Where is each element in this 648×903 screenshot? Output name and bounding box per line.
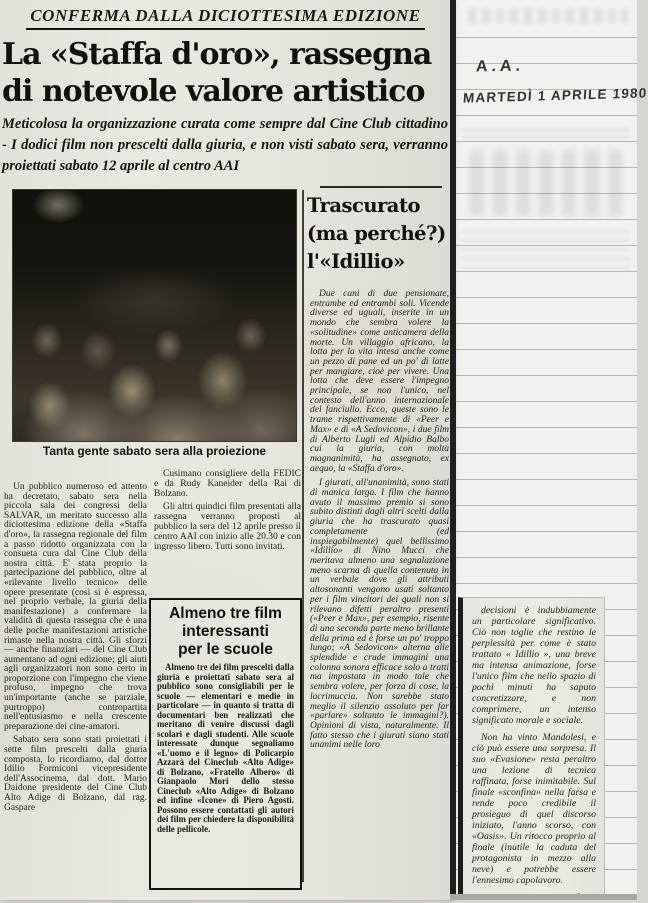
deck: Meticolosa la organizzazione curata come sempre dal Cine Club cittadino - I dodici film non prescelti dalla giuria, e non visti sabato sera, verranno proiettati sabato 12 aprile al centro AAI — [2, 116, 448, 174]
headline — [2, 36, 451, 110]
sidebar-body — [310, 290, 449, 900]
sidebar-title-line-3: l'«Idillio» — [307, 250, 405, 273]
col4-body — [472, 605, 596, 903]
pasted-column-piece — [458, 597, 605, 897]
box-title-line-1: Almeno tre film — [169, 605, 282, 622]
col2-paragraph-1: Cusimano consigliere della FEDIC e da Rudy Kaneider della Rai di Bolzano. — [154, 469, 301, 499]
box-title-line-3: per le scuole — [178, 641, 273, 658]
boxed-article-schools — [149, 598, 302, 890]
photo-caption: Tanta gente sabato sera alla proiezione — [42, 444, 267, 458]
ghost-showthrough-text-2 — [462, 230, 630, 276]
headline-line-2: di notevole valore artistico — [2, 74, 425, 109]
main-column-1 — [4, 483, 147, 898]
clipping-edge-line — [450, 0, 456, 897]
sidebar-paragraph-2: I giurati, all'unanimità, sono stati di manica larga. I film che hanno avuto il massimo premio si sono subito distinti dagli altri scelti dalla giuria che ha trascurato quasi completamente (ed inspiegabilmente) quel bellissimo «Idillio» di Nino Mucci che meritava almeno una segnalazione meno scarna di quella contenuta in un verbale dove gli attributi altosonanti vengono usati soltanto per i film vincitori dei quali non si rilevano difetti peraltro presenti («Peer e Max», per esempio, risente di una seconda parte meno brillante della prima ed è forse un po' troppo lungo; «A Sedovicon» alterna alle splendide e crude immagini una colonna sonora efficace solo a tratti ma impostata in modo tale che sembra volere, per forza di cose, la lacrimuccia. Non sarebbe stato meglio il silenzio assoluto per far «parlare» soltanto le immagini?). Opinioni di vista, naturalmente. Il fatto stesso che i giurati siano stati unanimi nelle loro — [310, 478, 449, 751]
ghost-showthrough-band — [468, 8, 628, 24]
handwritten-date: MARTEDÌ 1 APRILE 1980 — [462, 85, 648, 106]
handwritten-initials: A.A. — [475, 57, 525, 76]
sidebar-title-line-2: (ma perché?) — [307, 222, 446, 245]
ghost-showthrough-text — [462, 128, 630, 144]
headline-line-1: La «Staffa d'oro», rassegna — [2, 37, 432, 72]
sidebar-paragraph-1: Due cani di due pensionate, entrambe ed entrambi soli. Vicende diverse ed uguali, inserite in un mondo che sembra volere la «solitudine» come anticamera della morte. Un villaggio africano, la lotta per la vita intesa anche come un pezzo di pane ed un po' di latte per mangiare, cioè per vivere. Una lotta che deve essere l'impegno principale, se non l'unico, nel contesto dell'anno internazionale del fanciullo. Ecco, queste sono le trame rispettivamente di «Peer e Max» e di «A Sedovicon», i due film di Alberto Lugli ed Alpidio Balbo cui la giuria, con molta magnanimità, ha assegnato, ex aequo, la «Staffa d'oro». — [310, 289, 449, 474]
col2-paragraph-2: Gli altri quindici film presentati alla rassegna verranno proposti al pubblico la sera del 12 aprile presso il centro AAI con inizio alle 20.30 e con ingresso libero. Tutti sono invitati. — [154, 502, 301, 552]
col4-paragraph-2: Non ha vinto Mandolesi, e ciò può essere una sorpresa. Il suo «Evasione» resta peraltro una lezione di tecnica raffinata, forse inimitabile. Sul finale «sconfina» nella farsa e rende poco credibile il prosieguo di quel discorso iniziato, l'anno scorso, con «Oasis». Un ritocco proprio al finale (inutile la caduta del protagonista in mezzo alla neve) e potrebbe essere l'ennesimo capolavoro. — [472, 732, 596, 886]
col4-paragraph-1: decisioni è indubbiamente un particolare significativo. Ciò non toglie che restino le perplessità per come è stato trattato « Idillio », una breve ma intensa animazione, forse l'unico film che nello spazio di pochi minuti ha saputo concretizzare, e non comprimere, un intenso significato morale e sociale. — [472, 605, 596, 726]
column-rule — [302, 190, 304, 882]
sidebar-title-line-1: Trascurato — [307, 194, 420, 217]
kicker-row — [0, 6, 451, 30]
box-title — [157, 605, 294, 659]
col1-paragraph-1: Un pubblico numeroso ed attento ha decretato, sabato sera nella piccola sala dei congressi della SALVAR, un meritato successo alla diciottesima edizione della «Staffa d'oro», la rassegna regionale del film a passo ridotto organizzata con la consueta cura dal Cine Club della nostra città. E' stata proprio la partecipazione del pubblico, oltre al «rilevante livello tecnico» delle opere presentate (così si è espressa, nel proprio verbale, la giuria della manifestazione) a confermare la validità di questa rassegna che è una delle poche manifestazioni artistiche rimaste nella nostra città. Gli sforzi — anche finanziari — del Cine Club aumentano ad ogni edizione; gli aiuti agli organizzatori non sono certo in proporzione con l'impegno che viene profuso, impegno che trova un'importante (anche se parziale, purtroppo) contropartita nell'entusiasmo e nella crescente preparazione dei cine-amatori. — [4, 482, 147, 732]
sidebar-top-rule — [320, 186, 442, 188]
box-body — [157, 663, 294, 834]
main-column-2 — [154, 470, 301, 596]
col1-paragraph-2: Sabato sera sono stati proiettati i sette film prescelti dalla giuria composta, lo ricordiamo, dal dottor Idilio Formiconi vicepresidente dell'Associnema, dal dott. Mario Daidone presidente del Cine Club Alto Adige di Bolzano, dal rag. Gaspare — [4, 735, 147, 813]
sidebar-title — [307, 192, 450, 276]
audience-photo — [13, 190, 296, 441]
scan-bottom-edge — [450, 894, 637, 900]
kicker: CONFERMA DALLA DICIOTTESIMA EDIZIONE — [26, 6, 425, 30]
box-paragraph: Almeno tre dei film prescelti dalla giuria e proiettati sabato sera al pubblico sono consigliabili per le scuole — elementari e medie in particolare — in quanto si tratta di documentari ben realizzati che meritano di venire discussi dagli scolari e dagli studenti. Alle scuole interessate dunque segnaliamo «L'uomo e il legno» di Policarpio Azzarà del Cineclub «Alto Adige» di Bolzano, «Fratello Albero» di Gianpaolo Mori dello stesso Cineclub «Alto Adige» di Bolzano ed infine «Icone» di Piero Agosti. Possono essere contattati gli autori dei film per chiedere la disponibilità delle pellicole. — [157, 662, 294, 834]
box-title-line-2: interessanti — [181, 623, 269, 640]
ghost-showthrough-headline — [470, 150, 628, 216]
